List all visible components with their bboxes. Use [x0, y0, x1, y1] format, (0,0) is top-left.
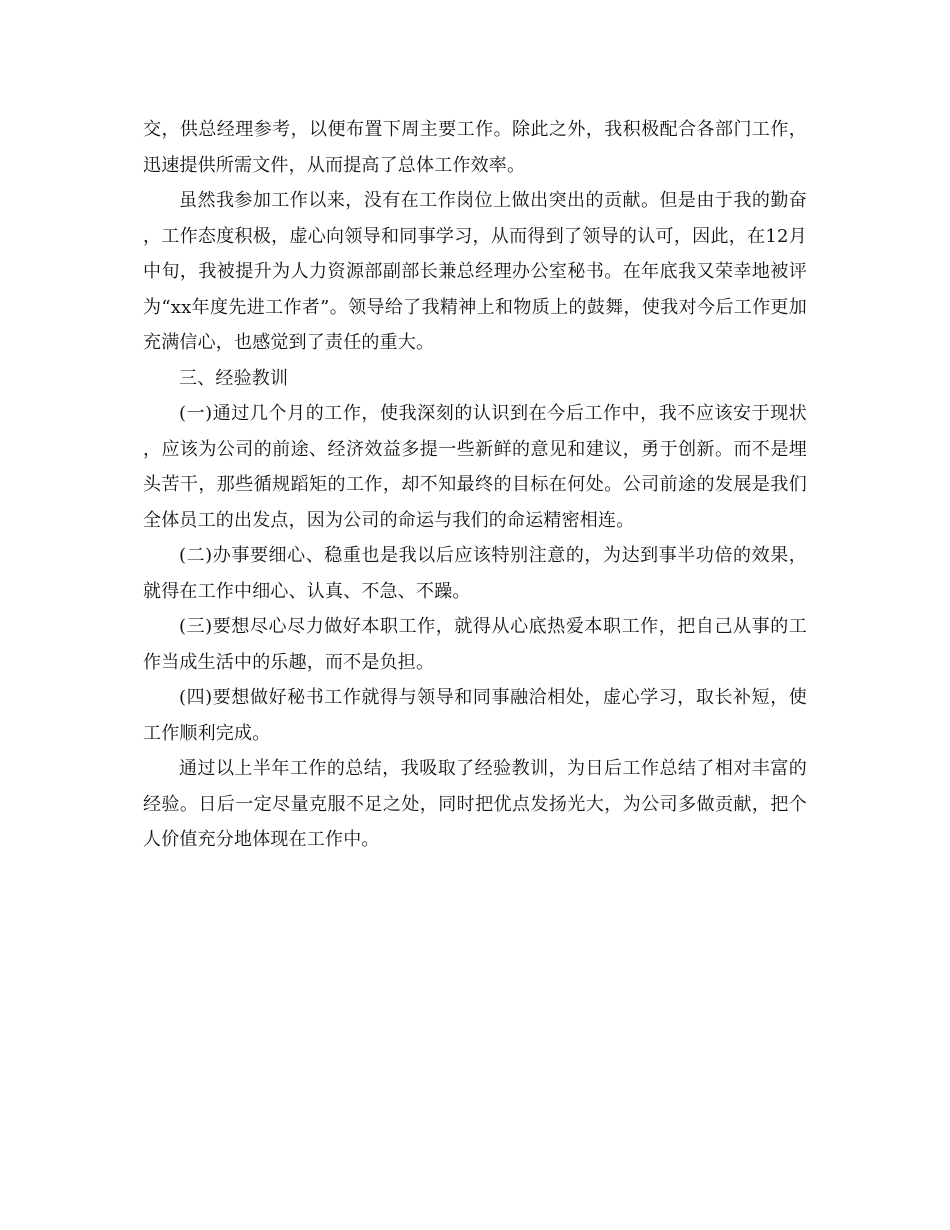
paragraph-conclusion: 通过以上半年工作的总结，我吸取了经验教训，为日后工作总结了相对丰富的经验。日后一定尽量克服不足之处，同时把优点发扬光大，为公司多做贡献，把个人价值充分地体现在工作中。: [143, 758, 807, 850]
document-body: [143, 112, 807, 858]
paragraph-2: 虽然我参加工作以来，没有在工作岗位上做出突出的贡献。但是由于我的勤奋，工作态度积极，虚心向领导和同事学习，从而得到了领导的认可，因此，在12月中旬，我被提升为人力资源部副部长兼总经理办公室秘书。在年底我又荣幸地被评为“xx年度先进工作者”。领导给了我精神上和物质上的鼓舞，使我对今后工作更加充满信心，也感觉到了责任的重大。: [143, 190, 807, 353]
paragraph-lesson-3: (三)要想尽心尽力做好本职工作，就得从心底热爱本职工作，把自己从事的工作当成生活中的乐趣，而不是负担。: [143, 616, 807, 673]
paragraph-1: 交，供总经理参考，以便布置下周主要工作。除此之外，我积极配合各部门工作，迅速提供所需文件，从而提高了总体工作效率。: [143, 119, 807, 176]
paragraph-lesson-4: (四)要想做好秘书工作就得与领导和同事融洽相处，虚心学习，取长补短，使工作顺利完成。: [143, 687, 807, 744]
paragraph-lesson-1: (一)通过几个月的工作，使我深刻的认识到在今后工作中，我不应该安于现状，应该为公司的前途、经济效益多提一些新鲜的意见和建议，勇于创新。而不是埋头苦干，那些循规蹈矩的工作，却不知最终的目标在何处。公司前途的发展是我们全体员工的出发点，因为公司的命运与我们的命运精密相连。: [143, 403, 807, 531]
section-heading-lessons: 三、经验教训: [179, 367, 289, 389]
paragraph-lesson-2: (二)办事要细心、稳重也是我以后应该特别注意的，为达到事半功倍的效果，就得在工作中细心、认真、不急、不躁。: [143, 545, 807, 602]
